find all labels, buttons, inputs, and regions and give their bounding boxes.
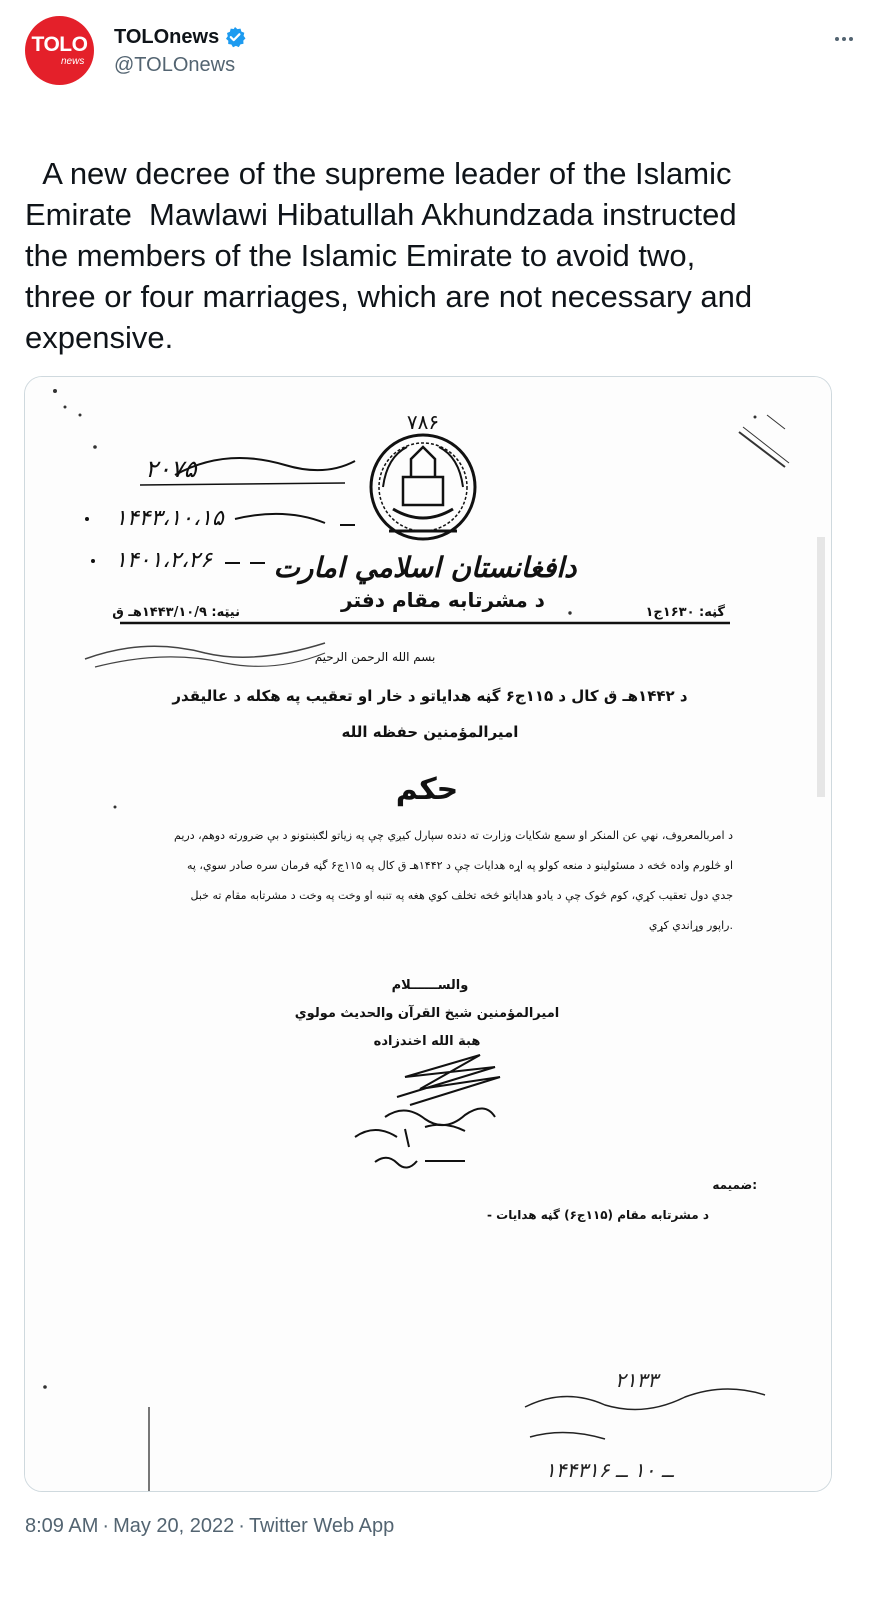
svg-text:۲۰۷۵: ۲۰۷۵	[145, 455, 197, 483]
tweet-media-image[interactable]	[24, 376, 832, 1492]
svg-text:۱۴۴۳،۱۰،۱۵: ۱۴۴۳،۱۰،۱۵	[115, 506, 224, 531]
subject-line-2: امیرالمؤمنین حفظه الله	[341, 723, 519, 741]
account-names	[114, 24, 246, 77]
office-title: د مشرتابه مقام دفتر	[341, 588, 545, 612]
account-handle[interactable]: @TOLOnews	[114, 54, 236, 76]
decree-body-line: او څلورم واده څخه د مسئولینو د منعه کولو په اړه هدایات چې د ۱۴۴۲هـ ق کال په ۱۱۵ج۶ گڼه فرمان سره صادر سوي، په	[186, 859, 733, 872]
avatar-logo-subtext: news	[61, 56, 85, 67]
signer-title: امیرالمؤمنین شیخ القرآن والحدیث مولوي	[294, 1006, 560, 1021]
svg-text:۱۴۴۳ــ ۱۰ ــ ۱۶: ۱۴۴۳ــ ۱۰ ــ ۱۶	[545, 1458, 674, 1482]
attachment-label: ضمیمه:	[712, 1178, 757, 1192]
closing-salutation: والســــــلام	[391, 978, 469, 993]
tweet-source[interactable]: Twitter Web App	[248, 1515, 395, 1537]
avatar-logo-text: TOLO	[31, 33, 88, 56]
doc-header-number: ۷۸۶	[406, 410, 440, 434]
svg-text:۲۱۳۳: ۲۱۳۳	[615, 1368, 658, 1392]
reference-number: گڼه: ۱۶۳۰ج۱	[645, 605, 725, 620]
decree-title: حکم	[395, 772, 459, 807]
avatar[interactable]	[25, 16, 94, 85]
decree-body-line: راپور وړاندي کړي.	[648, 919, 733, 932]
basmala: بسم الله الرحمن الرحیم	[314, 650, 436, 664]
tweet-meta	[25, 1515, 394, 1538]
display-name[interactable]: TOLOnews	[114, 25, 220, 48]
decree-body-line: جدي دول تعقیب کړي، کوم څوک چې د یادو هدایاتو څخه تخلف کوي هغه په تنبه او وخت په وخت د مشرتابه مقام ته خبل	[190, 889, 733, 902]
attachment-item: - د مشرتابه مقام (۱۱۵ج۶) گڼه هدایات	[486, 1208, 709, 1222]
tweet-date[interactable]: May 20, 2022	[113, 1515, 235, 1537]
decree-body-line: د امربالمعروف، نهي عن المنکر او سمع شکایات وزارت ته دنده سپارل کیږي چې په زیاتو لګښتونو د بې ضرورته دوهم، دریم	[174, 829, 733, 842]
verified-badge-icon	[224, 26, 246, 48]
tweet-time[interactable]: 8:09 AM	[25, 1515, 99, 1537]
display-name-row	[114, 24, 246, 50]
meta-separator: ·	[238, 1515, 245, 1537]
letterhead-title: دافغانستان اسلامي امارت	[273, 551, 577, 584]
tweet-header	[25, 16, 857, 90]
tweet-body: A new decree of the supreme leader of the Islamic Emirate Mawlawi Hibatullah Akhundzada instructed the members of the Islamic Emirate to avoid two, three or four marriages, which are not necessary and expensive.	[25, 156, 753, 355]
svg-text:۱۴۰۱،۲،۲۶: ۱۴۰۱،۲،۲۶	[115, 548, 212, 573]
decree-document	[25, 377, 832, 1492]
signer-name: هبة الله اخندزاده	[373, 1034, 481, 1049]
more-options-icon[interactable]	[831, 26, 857, 52]
subject-line-1: د ۱۴۴۲هـ ق کال د ۱۱۵ج۶ گڼه هدایاتو د خار او تعقیب په هکله د عالیقدر	[172, 687, 688, 705]
reference-date: نیټه: ۱۴۴۳/۱۰/۹هـ ق	[112, 605, 240, 620]
meta-separator: ·	[102, 1515, 110, 1537]
